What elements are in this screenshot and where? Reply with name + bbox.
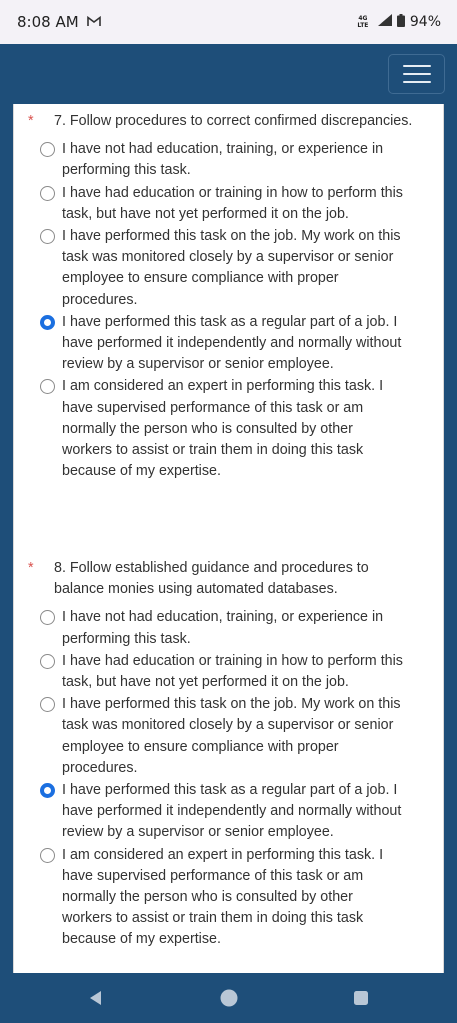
radio-unselected-icon[interactable]	[40, 186, 55, 201]
system-nav-bar	[0, 973, 457, 1023]
app-header	[0, 44, 457, 104]
radio-option-label[interactable]: I have performed this task on the job. My work on this task was monitored closely by a supervisor or senior employee to ensure compliance with proper procedures.	[62, 228, 401, 308]
home-icon[interactable]	[219, 988, 239, 1012]
radio-option-label[interactable]: I have not had education, training, or experience in performing this task.	[62, 609, 384, 647]
radio-option[interactable]	[14, 139, 444, 181]
radio-option[interactable]	[14, 607, 444, 649]
radio-option-label[interactable]: I have had education or training in how to perform this task, but have not yet performed it on the job.	[62, 184, 403, 222]
gmail-icon	[87, 13, 101, 31]
radio-option-label[interactable]: I am considered an expert in performing this task. I have supervised performance of this task or am normally the person who is consulted by other workers to assist or train them in doing this task because of my expertise.	[62, 846, 384, 948]
radio-option-label[interactable]: I have performed this task as a regular part of a job. I have performed it independently and normally without review by a supervisor or senior employee.	[62, 782, 402, 841]
radio-option-label[interactable]: I have had education or training in how to perform this task, but have not yet performed it on the job.	[62, 652, 403, 691]
status-time: 8:08 AM	[17, 13, 79, 31]
status-bar	[0, 0, 457, 44]
recents-icon[interactable]	[351, 988, 371, 1012]
radio-option[interactable]	[14, 694, 444, 779]
question-title	[14, 111, 444, 132]
radio-option[interactable]	[14, 226, 444, 311]
radio-unselected-icon[interactable]	[40, 848, 55, 863]
hamburger-menu-icon[interactable]	[388, 54, 445, 94]
radio-group	[14, 607, 444, 950]
radio-option[interactable]	[14, 312, 444, 376]
back-icon[interactable]	[86, 988, 106, 1012]
required-asterisk: *	[28, 113, 34, 129]
radio-option-label[interactable]: I have performed this task as a regular part of a job. I have performed it independently and normally without review by a supervisor or senior employee.	[62, 313, 402, 373]
radio-option[interactable]	[14, 183, 444, 225]
radio-option-label[interactable]: I have performed this task on the job. My work on this task was monitored closely by a supervisor or senior employee to ensure compliance with proper procedures.	[62, 696, 401, 776]
radio-unselected-icon[interactable]	[40, 610, 55, 625]
radio-selected-icon[interactable]	[40, 783, 55, 798]
radio-unselected-icon[interactable]	[40, 379, 55, 394]
required-asterisk: *	[28, 560, 34, 576]
network-4g-icon: 4G LTE	[357, 15, 369, 29]
radio-unselected-icon[interactable]	[40, 654, 55, 669]
radio-option[interactable]	[14, 780, 444, 844]
question-8	[14, 558, 444, 952]
survey-content	[13, 104, 444, 973]
question-7	[14, 111, 444, 483]
question-text: 7. Follow procedures to correct confirmed discrepancies.	[54, 113, 413, 129]
battery-percent: 94%	[409, 14, 441, 30]
radio-option-label[interactable]: I have not had education, training, or experience in performing this task.	[62, 141, 384, 179]
question-text: 8. Follow established guidance and procedures to balance monies using automated databases.	[54, 560, 369, 598]
radio-unselected-icon[interactable]	[40, 142, 55, 157]
radio-option[interactable]	[14, 651, 444, 693]
battery-icon	[397, 14, 405, 31]
radio-option[interactable]	[14, 845, 444, 951]
radio-group	[14, 139, 444, 482]
radio-unselected-icon[interactable]	[40, 229, 55, 244]
radio-selected-icon[interactable]	[40, 315, 55, 330]
radio-unselected-icon[interactable]	[40, 697, 55, 712]
question-title	[14, 558, 444, 600]
radio-option-label[interactable]: I am considered an expert in performing this task. I have supervised performance of this task or am normally the person who is consulted by other workers to assist or train them in doing this task because of my expertise.	[62, 378, 384, 480]
signal-icon	[378, 14, 392, 30]
radio-option[interactable]	[14, 376, 444, 482]
